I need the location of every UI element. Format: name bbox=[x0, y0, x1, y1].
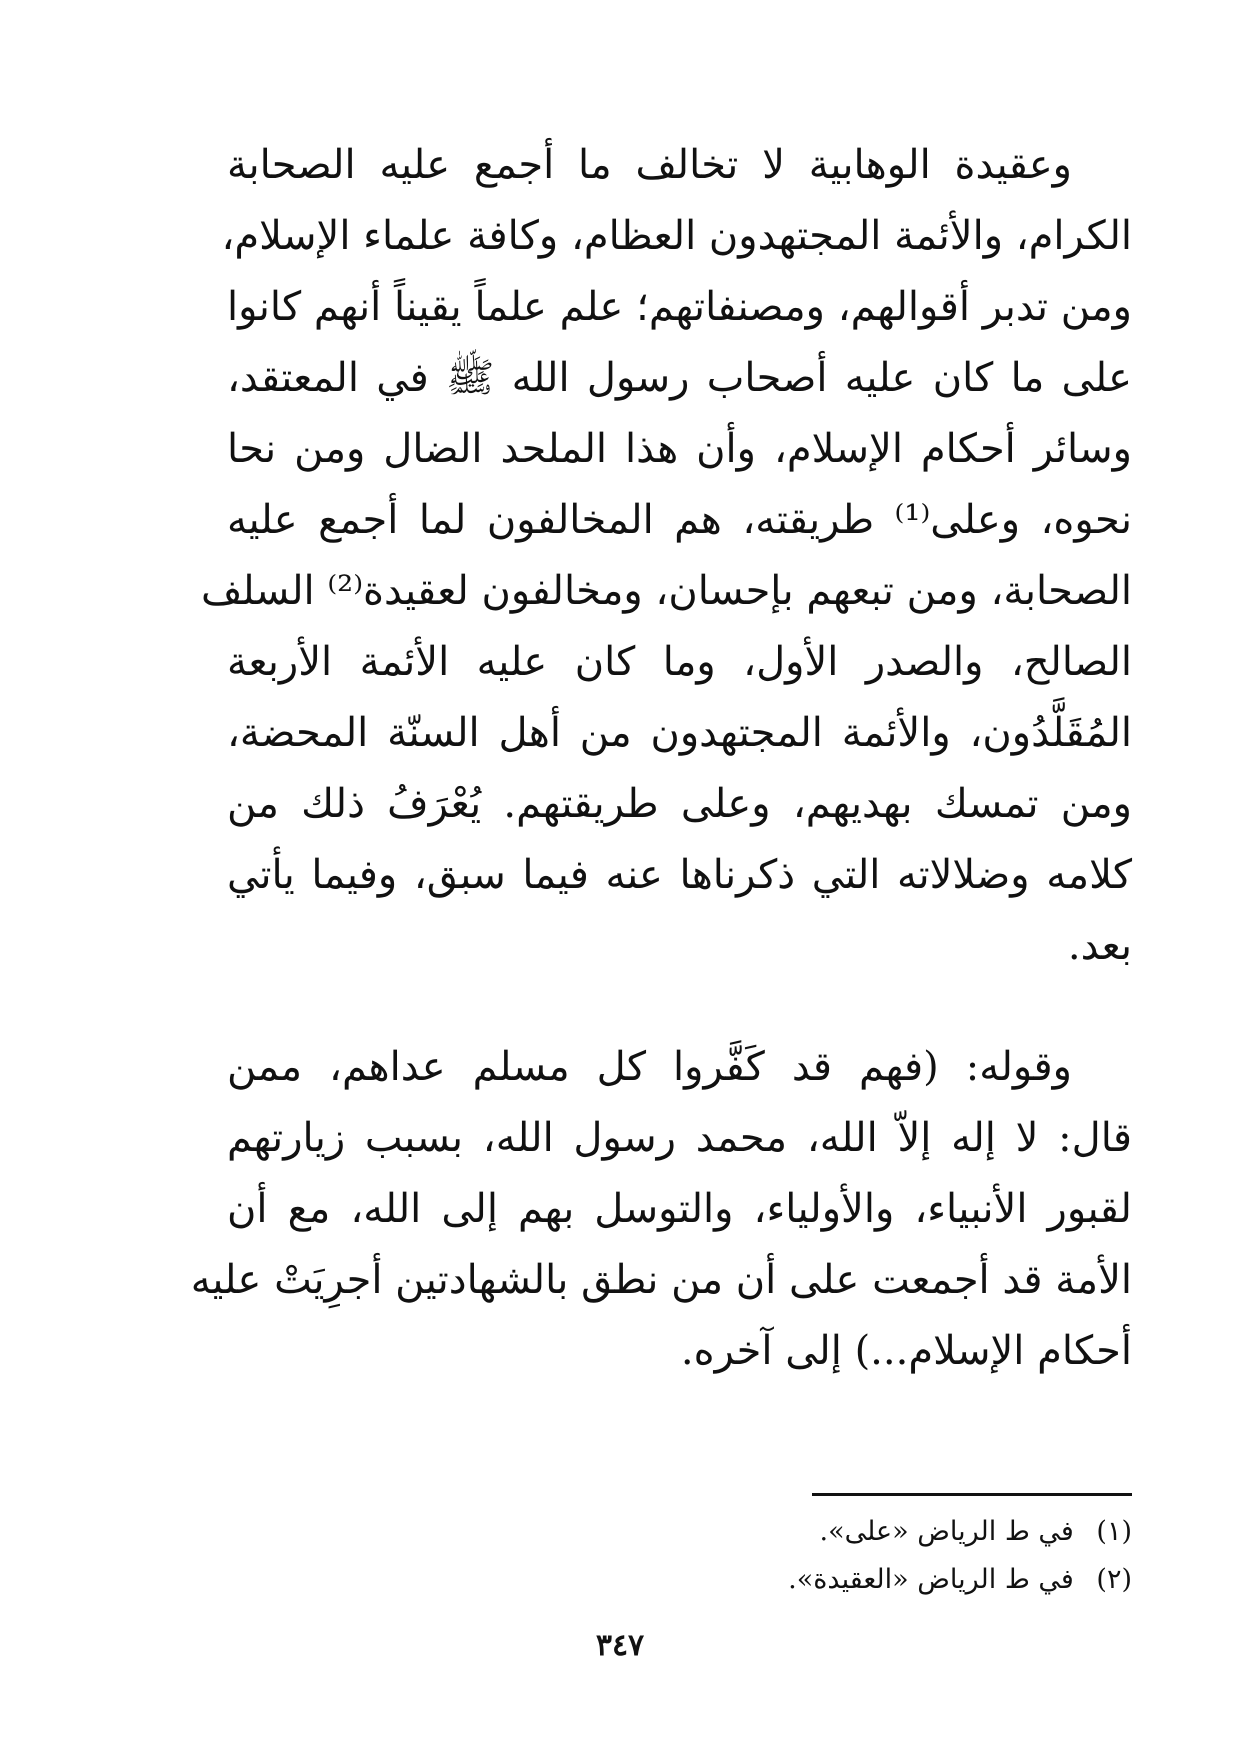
text-line: ومن تدبر أقوالهم، ومصنفاتهم؛ علم علماً يقيناً أنهم كانوا bbox=[227, 284, 1132, 330]
footnote-text: في ط الرياض «العقيدة». bbox=[788, 1564, 1074, 1595]
page-number: ٣٤٧ bbox=[595, 1628, 645, 1663]
text-line: أحكام الإسلام...) إلى آخره. bbox=[680, 1328, 1132, 1374]
footnote-number: (١) bbox=[1096, 1516, 1132, 1547]
text-line: نحوه، وعلى⁽¹⁾ طريقته، هم المخالفون لما أجمع عليه bbox=[227, 497, 1132, 543]
text-line: ومن تمسك بهديهم، وعلى طريقتهم. يُعْرَفُ ذلك من bbox=[227, 781, 1132, 827]
text-line: وسائر أحكام الإسلام، وأن هذا الملحد الضال ومن نحا bbox=[227, 426, 1132, 472]
text-line: قال: لا إله إلاّ الله، محمد رسول الله، بسبب زيارتهم bbox=[227, 1115, 1133, 1161]
footnote-number: (٢) bbox=[1096, 1564, 1132, 1595]
text-line: وعقيدة الوهابية لا تخالف ما أجمع عليه الصحابة bbox=[227, 142, 1072, 188]
text-line: الكرام، والأئمة المجتهدون العظام، وكافة علماء الإسلام، bbox=[221, 213, 1132, 259]
text-line: المُقَلَّدُون، والأئمة المجتهدون من أهل السنّة المحضة، bbox=[227, 710, 1132, 756]
paragraph-quotation bbox=[190, 1032, 1133, 1387]
footnote-separator bbox=[812, 1493, 1132, 1496]
text-line: على ما كان عليه أصحاب رسول الله ﷺ في المعتقد، bbox=[227, 355, 1132, 401]
text-line: الصحابة، ومن تبعهم بإحسان، ومخالفون لعقيدة⁽²⁾ السلف bbox=[200, 568, 1132, 614]
footnote-text: في ط الرياض «على». bbox=[819, 1516, 1074, 1547]
footnote-1 bbox=[227, 1508, 1132, 1556]
footnotes bbox=[227, 1508, 1132, 1604]
text-line: بعد. bbox=[1067, 923, 1132, 969]
footnote-2 bbox=[227, 1556, 1132, 1604]
text-line: وقوله: (فهم قد كَفَّروا كل مسلم عداهم، ممن bbox=[227, 1044, 1072, 1090]
text-line: الصالح، والصدر الأول، وما كان عليه الأئمة الأربعة bbox=[227, 639, 1132, 685]
text-line: كلامه وضلالاته التي ذكرناها عنه فيما سبق، وفيما يأتي bbox=[227, 852, 1132, 898]
text-line: الأمة قد أجمعت على أن من نطق بالشهادتين أجرِيَتْ عليه bbox=[190, 1257, 1132, 1303]
text-line: لقبور الأنبياء، والأولياء، والتوسل بهم إلى الله، مع أن bbox=[227, 1186, 1132, 1232]
paragraph-wahhabi-creed bbox=[200, 130, 1132, 982]
